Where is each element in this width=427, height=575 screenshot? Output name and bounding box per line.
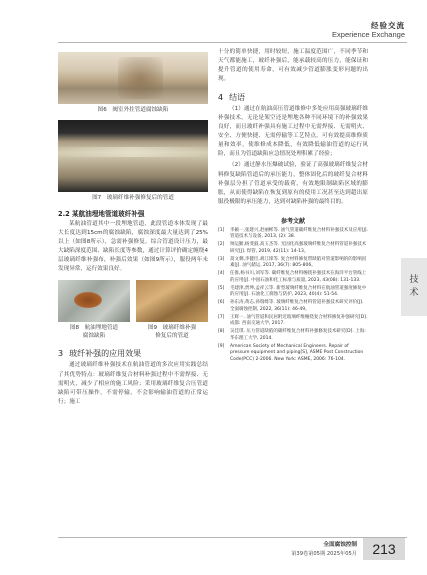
- figure-8-block: [58, 280, 130, 340]
- reference-item: [218, 329, 368, 343]
- header-rule: [58, 42, 407, 43]
- figure-8-image: [58, 280, 130, 322]
- reference-number: [3]: [218, 256, 225, 262]
- reference-text: 毛建津,贾坤,孟祥云等. 新型玻璃纤维复合材料在航油管道强度修复中的应用[J]. 石油化工腐蚀与防护, 2023, 40(4): 51-54.: [230, 285, 367, 298]
- reference-text: 孙东涛,黄志,孙瑞绮等. 玻璃纤维复合材料管道补强技术研究评价[J]. 全面腐蚀控制, 2022, 36(11): 46-49。: [230, 300, 364, 312]
- conclusion-paragraph-2: （2）通过静水压爆破试验，验证了高强玻璃纤维复合材料修复缺陷管道后的承压能力，整体固化后的玻纤复合材料补强层分担了管道承受的载荷，有效地限制缺陷区域的膨胀，从而使得缺陷在恢复到原有的使用工况甚至达到超出原服役极限的承压能力，达到对缺陷补强的最终目的。: [218, 162, 368, 205]
- conclusion-paragraph-1: （1）通过在航油高压管道维修中多处应用高强玻璃纤维补强技术，无论是架空还是埋地各种不同环境下的补强效果良好，而且玻纤补强具有施工过程中无需焊接、无需明火、安全、方便快捷、无需停输等工艺特点，可有效提高维修质量和效率，使维修成本降低，有效降低输油管道的运行风险，而且为管道缺陷应急情况处理积累了经验；: [218, 106, 368, 158]
- section-4-title: 结语: [229, 93, 246, 103]
- reference-item: [218, 257, 368, 271]
- figure-7-caption: 图7 玻璃纤维补强修复后的管道: [92, 194, 174, 201]
- side-tab-char: 术: [409, 288, 419, 298]
- section-3-heading: [58, 348, 208, 359]
- section-4-number: 4: [218, 93, 224, 103]
- section-title-cn: 经验交流: [371, 21, 405, 30]
- figure-6-caption: 图6 阀室外拄管道腐蚀缺陷: [97, 107, 169, 113]
- reference-number: [9]: [218, 343, 225, 349]
- reference-text: 帅运勤,杨斐淑,高玉杰等. 光固化高强玻璃纤维复合材料管道补强技术研究[J]. 焊管, 2019, 42(11): 14-13。: [230, 242, 367, 254]
- figure-8-caption: 图8 航油埋地管道 腐蚀缺陷: [69, 325, 119, 339]
- journal-name: 全面腐蚀控制: [323, 542, 357, 548]
- section-title-en: Experience Exchange: [332, 30, 405, 39]
- reference-text: 任淮,杨书川,刘军等. 碳纤维复合材料缠绕补强技术在海洋平台管线上的应用[J]. 中国石油和化工标准与质量, 2023, 43(08): 131-133.: [230, 271, 367, 283]
- reference-number: [6]: [218, 300, 225, 306]
- section-2-2-paragraph: 某航油管道其中一段埋地管道，此段管道本体发现了最大长度达到15cm的腐蚀缺陷，腐蚀深度最大量达到了25%以上（如图8所示），急需补强修复。综合管道设计压力，最大缺陷深度范围、缺陷长度等参数，通过计算评价确定缠绕4层玻璃纤维补强布，补强后效果（如图9所示），服役两年未发现异常，运行效果良好。: [58, 221, 208, 273]
- references-heading: 参考文献: [280, 217, 305, 225]
- reference-item: [218, 344, 368, 364]
- figure-pair: [58, 280, 208, 340]
- section-3-title: 玻纤补强的应用效果: [69, 349, 142, 359]
- section-4-heading: [218, 92, 368, 103]
- reference-item: [218, 300, 368, 314]
- reference-item: [218, 315, 368, 329]
- reference-text: 蒿文剩,李健臣,胡江锋等. 复合材料修复带缺陷对管道影响的的影响因素[J]. 油气储运, 2017, 36(7): 805-806。: [230, 256, 367, 269]
- journal-volume: 第39卷第05期 2025年05月: [291, 551, 357, 557]
- reference-item: [218, 228, 368, 242]
- section-2-2-heading: 2.2 某航油埋地管道玻纤补强: [58, 210, 145, 219]
- left-column: [58, 52, 208, 407]
- reference-item: [218, 271, 368, 285]
- reference-item: [218, 286, 368, 300]
- figure-6-image: [58, 52, 208, 104]
- reference-number: [7]: [218, 314, 225, 320]
- reference-item: [218, 242, 368, 256]
- figure-7-image: [58, 120, 208, 192]
- section-3-number: 3: [58, 349, 64, 359]
- references-list: [218, 228, 368, 364]
- section-3-continued: 十分的简单快捷，用时较短，施工温度范围广，不同季节和天气都能施工，玻纤补强后，能承载较高的压力，能保证和提升管道的使用寿命，可有效减少管道膨胀变形问题的出现。: [218, 49, 368, 83]
- section-side-tab: [401, 258, 427, 316]
- figure-9-caption: 图9 玻璃纤维补强 修复后的管道: [147, 325, 197, 339]
- reference-number: [4]: [218, 271, 225, 277]
- reference-text: 李颖一,张建兴,赵丽彬等. 油气管道碳纤维复合材料补强技术及应用[J]. 管道技术与设备, 2013, (2): 38.: [230, 227, 368, 240]
- page-number: 213: [363, 538, 405, 560]
- figure-9-block: [136, 280, 208, 340]
- reference-number: [2]: [218, 242, 225, 248]
- side-tab-char: 技: [409, 274, 419, 285]
- figure-9-image: [136, 280, 208, 322]
- right-column: [218, 46, 368, 364]
- section-3-paragraph: 通过玻璃纤维补强技术在航油管道的多次应用实践总结了其优势特点：玻璃纤维复合材料补强过程中不需焊接、无需明火，减少了相应的施工风险；采用玻璃纤维复合压管道缺陷可带压操作，不需停输，不会影响输油管道的正常运行；施工: [58, 362, 208, 405]
- reference-number: [5]: [218, 285, 225, 291]
- reference-number: [8]: [218, 329, 225, 335]
- reference-number: [1]: [218, 227, 225, 233]
- reference-text: 王辉一. 油气管道和民居附近玻璃纤维缠绕复合材料修复补强研究[D]. 成都: 西南交通大学, 2017.: [230, 314, 368, 327]
- reference-text: 吴佳琪. 压力管道缺陷的碳纤维复合材料补强修复技术研究[D]. 上海: 华东理工大学, 2014.: [230, 329, 366, 341]
- footer-rule: [58, 537, 407, 538]
- reference-text: American Society of Mechanical Engineers. Repair of pressure equipment and piping[S], ASME Post Construction Code(PCC) 2-2006. New York: ASME, 2006: 76-104.: [230, 343, 364, 363]
